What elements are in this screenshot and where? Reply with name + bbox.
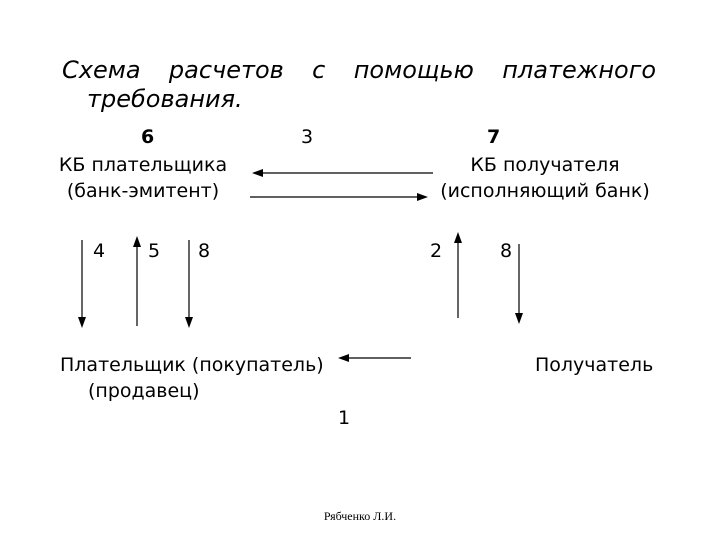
arrow-payer-bank-to-payee-bank: [250, 193, 428, 201]
arrow-5-up: [133, 236, 141, 326]
payer-bank-subtitle: (банк-эмитент): [66, 180, 220, 202]
payer-subtitle: (продавец): [88, 380, 200, 402]
title-line-2: требования.: [87, 85, 243, 113]
step-8-right-label: 8: [500, 240, 513, 262]
payee-bank-subtitle: (исполняющий банк): [440, 180, 650, 202]
arrow-8-left-down: [185, 240, 193, 328]
step-7-label: 7: [487, 126, 501, 148]
payer-name: Плательщик (покупатель): [60, 354, 324, 376]
step-3-label: 3: [301, 126, 314, 148]
step-6-label: 6: [141, 126, 155, 148]
step-5-label: 5: [148, 240, 161, 262]
author-footer: Рябченко Л.И.: [323, 509, 397, 523]
title-line-1: Схема расчетов с помощью платежного: [62, 56, 656, 84]
payee-node: Получатель: [535, 354, 654, 376]
step-4-label: 4: [93, 240, 106, 262]
arrow-4-down: [78, 240, 86, 328]
payee-bank-name: КБ получателя: [470, 154, 620, 176]
step-1-label: 1: [338, 407, 351, 429]
arrow-3-payee-bank-to-payer-bank: [252, 169, 433, 177]
payer-bank-name: КБ плательщика: [58, 154, 228, 176]
arrow-8-right-down: [515, 244, 523, 324]
step-8-left-label: 8: [198, 240, 211, 262]
arrow-1-payee-to-payer: [338, 354, 411, 362]
step-2-label: 2: [430, 240, 443, 262]
arrow-2-up: [454, 232, 462, 318]
